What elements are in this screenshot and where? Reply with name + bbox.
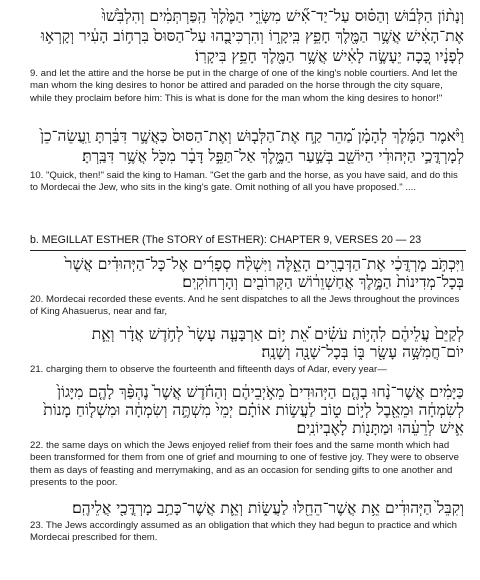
verse-21-english: 21. charging them to observe the fourteenth and fifteenth days of Adar, every year—	[30, 364, 387, 375]
verse-23-english: 23. The Jews accordingly assumed as an obligation that which they had begun to practice and which Mordecai prescribed for them.	[30, 520, 458, 544]
verse-23-hebrew-line-1: וְקִבֵּל֙ הַיְּהוּדִ֔ים אֵ֥ת אֲשֶׁר־הֵחֵ֖לּוּ לַעֲשׂ֑וֹת וְאֵ֛ת אֲשֶׁר־כָּתַ֥ב מָרְדֳּכַ֖י אֲלֵיהֶֽם׃	[72, 500, 464, 517]
verse-20-hebrew-line-1: וַיִּכְתֹּ֣ב מָרְדֳּכַ֔י אֶת־הַדְּבָרִ֖ים הָאֵ֑לֶּה וַיִּשְׁלַ֨ח סְפָרִ֜ים אֶל־כָּל־הַיְּהוּדִ֗ים אֲשֶׁר֙	[64, 256, 464, 273]
verse-22-hebrew-line-3: אִ֣ישׁ לְרֵעֵ֔הוּ וּמַתָּנ֖וֹת לָאֶבְיוֹנִֽים׃	[296, 420, 464, 437]
verse-10-hebrew-line-1: וַיֹּ֨אמֶר הַמֶּ֜לֶךְ לְהָמָ֗ן מַ֠הֵר קַ֣ח אֶת־הַלְּב֤וּשׁ וְאֶת־הַסּוּס֙ כַּאֲשֶׁ֣ר דִּבַּ֔רְתָּ וַֽעֲשֵׂה־כֵן֙	[40, 128, 464, 145]
heading-divider	[30, 250, 466, 251]
section-heading: b. MEGILLAT ESTHER (The STORY of ESTHER): CHAPTER 9, VERSES 20 — 23	[30, 234, 422, 246]
verse-22-hebrew-line-2: לְשִׂמְחָ֔ה וּמֵאֵ֖בֶל לְי֣וֹם ט֑וֹב לַעֲשׂ֣וֹת אוֹתָ֗ם יְמֵי֙ מִשְׁתֶּ֣ה וְשִׂמְחָ֔ה וּמִשְׁל֤וֹחַ מָנוֹת֙	[43, 402, 464, 419]
verse-10-hebrew-line-2: לְמָרְדֳּכַ֣י הַיְּהוּדִ֔י הַיּוֹשֵׁ֖ב בְּשַׁ֣עַר הַמֶּ֑לֶךְ אַל־תַּפֵּ֣ל דָּבָ֔ר מִכֹּ֖ל אֲשֶׁ֥ר דִּבַּֽרְתָּ׃	[82, 148, 464, 165]
verse-21-hebrew-line-2: יוֹם־חֲמִשָּׁ֥ה עָשָׂ֖ר בּ֑וֹ בְּכָל־שָׁנָ֖ה וְשָׁנָֽה׃	[261, 344, 464, 361]
verse-20-english: 20. Mordecai recorded these events. And he sent dispatches to all the Jews throughout the provinces of King Ahasuerus, near and far,	[30, 294, 460, 318]
verse-9-hebrew-line-3: לְפָנָ֔יו כָּ֚כָה יֵעָשֶׂ֣ה לָאִ֔ישׁ אֲשֶׁ֥ר הַמֶּ֖לֶךְ חָפֵ֥ץ בִּיקָרֽוֹ׃	[195, 48, 464, 65]
verse-9-hebrew-line-1: וְנָת֨וֹן הַלְּב֜וּשׁ וְהַסּ֗וּס עַל־יַד־אִ֞ישׁ מִשָּׂרֵ֤י הַמֶּ֙לֶךְ֙ הַֽפַּרְתְּמִ֔ים וְהִלְבִּ֙שׁוּ֙	[101, 8, 464, 25]
verse-22-english: 22. the same days on which the Jews enjoyed relief from their foes and the same month which had been transformed for them from one of grief and mourning to one of festive joy. They were to observe them as days of feasting and merrymaking, and as an occasion for sending gifts to one another and presents to the poor.	[30, 440, 459, 489]
verse-10-english: 10. "Quick, then!" said the king to Haman. "Get the garb and the horse, as you have said, and do this to Mordecai the Jew, who sits in the king's gate. Omit nothing of all you have proposed." ....	[30, 170, 458, 194]
verse-9-hebrew-line-2: אֶת־הָאִ֔ישׁ אֲשֶׁ֥ר הַמֶּ֖לֶךְ חָפֵ֣ץ בִּֽיקָר֑וֹ וְהִרְכִּיבֻ֤הוּ עַל־הַסּוּס֙ בִּרְח֣וֹב הָעִ֔יר וְקָרְא֣וּ	[40, 28, 464, 45]
verse-20-hebrew-line-2: בְּכָל־מְדִינוֹת֙ הַמֶּ֣לֶךְ אֲחַשְׁוֵר֔וֹשׁ הַקְּרוֹבִ֖ים וְהָרְחוֹקִֽים׃	[182, 274, 464, 291]
verse-9-english: 9. and let the attire and the horse be put in the charge of one of the king's noble courtiers. And let the man whom the king desires to honor be attired and paraded on the horse through the city square, while they proclaim before him: This is what is done for the man whom the king desires to honor!"	[30, 68, 458, 104]
verse-21-hebrew-line-1: לְקַיֵּם֙ עֲלֵיהֶ֔ם לִהְי֣וֹת עֹשִׂ֗ים אֵ֠ת י֣וֹם אַרְבָּעָ֤ה עָשָׂר֙ לְחֹ֣דֶשׁ אֲדָ֔ר וְאֵ֛ת	[91, 326, 464, 343]
verse-22-hebrew-line-1: כַּיָּמִ֗ים אֲשֶׁר־נָ֨חוּ בָהֶ֤ם הַיְּהוּדִים֙ מֵאֹ֣יְבֵיהֶ֔ם וְהַחֹ֗דֶשׁ אֲשֶׁר֩ נֶהְפַּ֨ךְ לָהֶ֤ם מִיָּגוֹן֙	[57, 384, 464, 401]
